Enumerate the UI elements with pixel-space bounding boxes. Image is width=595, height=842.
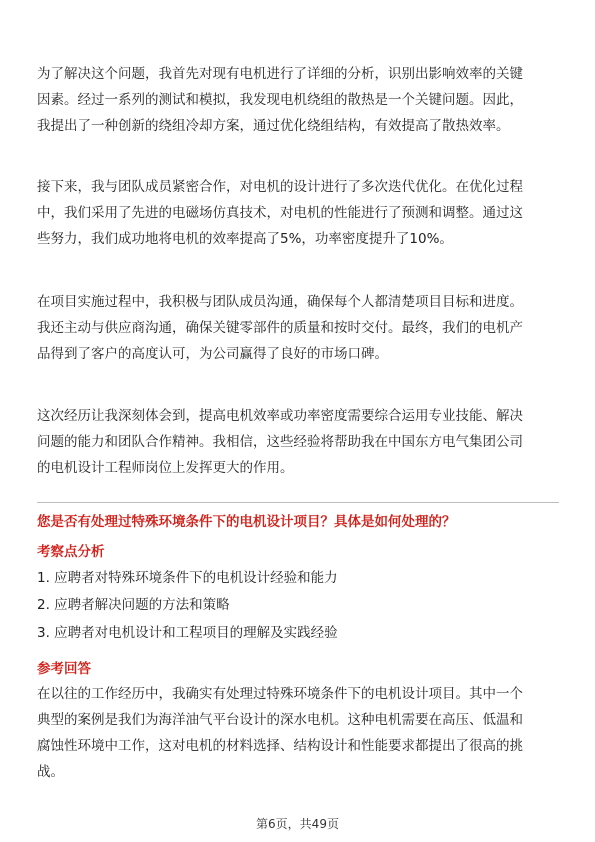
paragraph-line: 在项目实施过程中，我积极与团队成员沟通，确保每个人都清楚项目目标和进度。 <box>37 294 523 310</box>
paragraph-4 <box>37 403 559 481</box>
paragraph-line: 的电机设计工程师岗位上发挥更大的作用。 <box>37 460 294 476</box>
paragraph-3 <box>37 289 559 367</box>
answer-title: 参考回答 <box>37 661 91 677</box>
section-divider <box>37 502 559 503</box>
answer-line: 在以往的工作经历中，我确实有处理过特殊环境条件下的电机设计项目。其中一个 <box>37 686 523 702</box>
analysis-item: 2. 应聘者解决问题的方法和策略 <box>37 597 230 613</box>
analysis-item: 3. 应聘者对电机设计和工程项目的理解及实践经验 <box>37 625 338 641</box>
paragraph-line: 这次经历让我深刻体会到，提高电机效率或功率密度需要综合运用专业技能、解决 <box>37 408 523 424</box>
paragraph-line: 中，我们采用了先进的电磁场仿真技术，对电机的性能进行了预测和调整。通过这 <box>37 205 523 221</box>
page-number: 第6页，共49页 <box>256 817 339 831</box>
answer-line: 腐蚀性环境中工作，这对电机的材料选择、结构设计和性能要求都提出了很高的挑 <box>37 738 523 754</box>
paragraph-line: 我提出了一种创新的绕组冷却方案，通过优化绕组结构，有效提高了散热效率。 <box>37 118 510 134</box>
paragraph-line: 些努力，我们成功地将电机的效率提高了5%，功率密度提升了10%。 <box>37 231 453 247</box>
answer-paragraph <box>37 681 559 785</box>
paragraph-line: 接下来，我与团队成员紧密合作，对电机的设计进行了多次迭代优化。在优化过程 <box>37 179 523 195</box>
interview-question: 您是否有处理过特殊环境条件下的电机设计项目？具体是如何处理的？ <box>37 514 456 530</box>
paragraph-line: 我还主动与供应商沟通，确保关键零部件的质量和按时交付。最终，我们的电机产 <box>37 320 523 336</box>
paragraph-line: 品得到了客户的高度认可，为公司赢得了良好的市场口碑。 <box>37 346 388 362</box>
answer-line: 战。 <box>37 764 64 780</box>
analysis-item: 1. 应聘者对特殊环境条件下的电机设计经验和能力 <box>37 570 338 586</box>
analysis-title: 考察点分析 <box>37 544 105 560</box>
paragraph-line: 为了解决这个问题，我首先对现有电机进行了详细的分析，识别出影响效率的关键 <box>37 66 523 82</box>
answer-line: 典型的案例是我们为海洋油气平台设计的深水电机。这种电机需要在高压、低温和 <box>37 712 523 728</box>
paragraph-line: 因素。经过一系列的测试和模拟，我发现电机绕组的散热是一个关键问题。因此， <box>37 92 523 108</box>
paragraph-line: 问题的能力和团队合作精神。我相信，这些经验将帮助我在中国东方电气集团公司 <box>37 434 523 450</box>
paragraph-1 <box>37 61 559 139</box>
paragraph-2 <box>37 174 559 252</box>
